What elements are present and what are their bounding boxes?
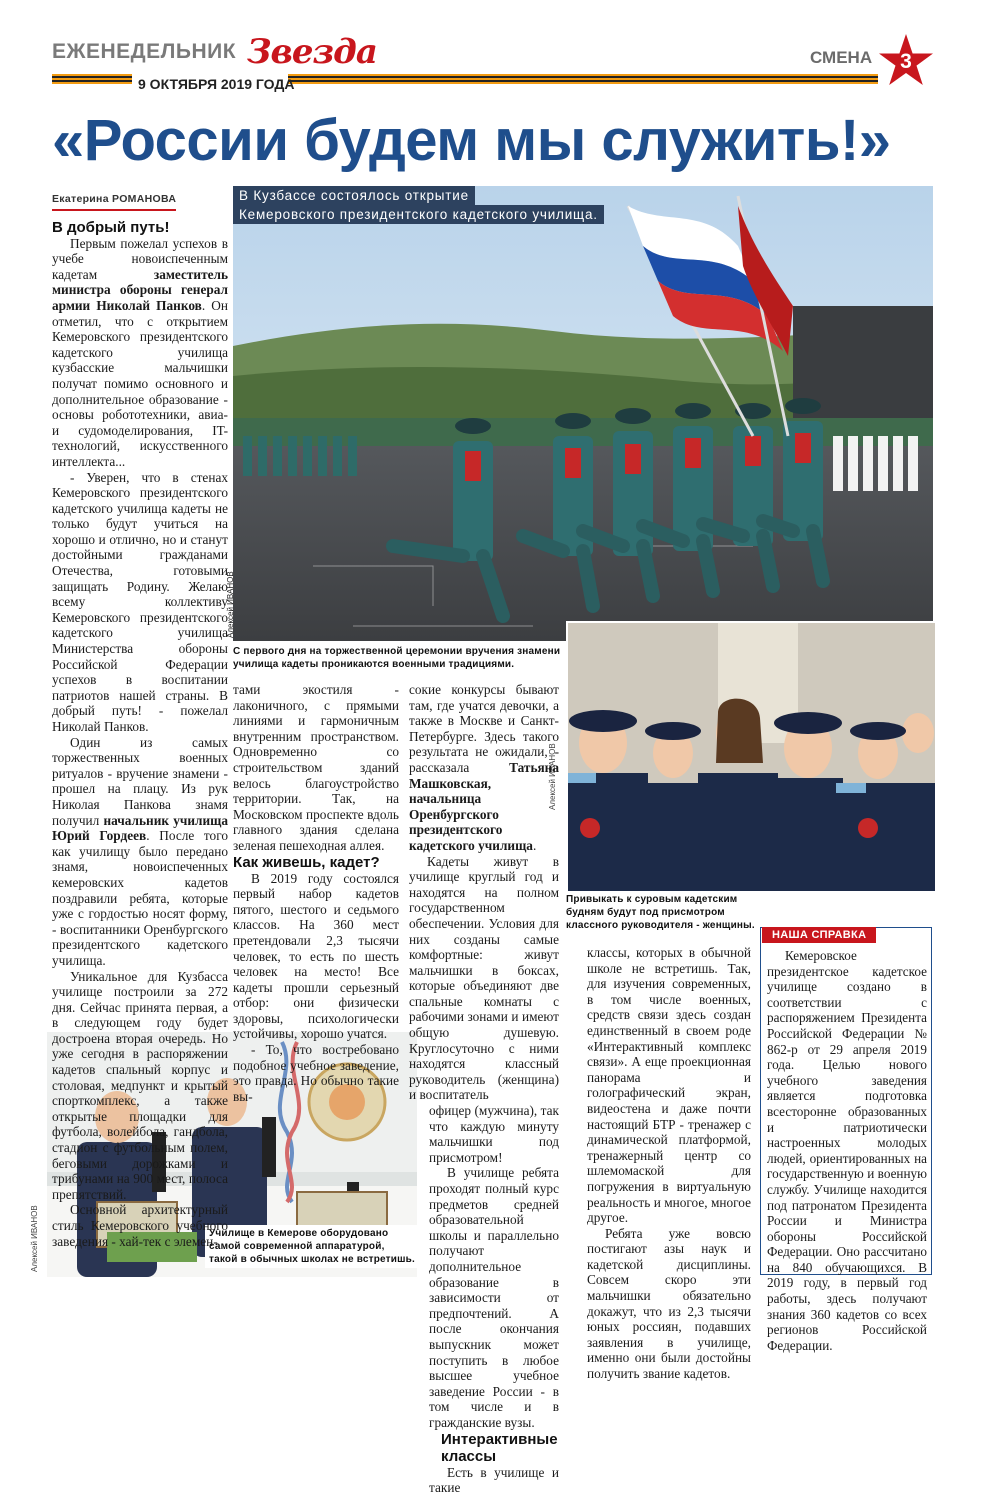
caption-hallway: Привыкать к суровым кадетским будням будут под присмотром классного руководителя - женщины. — [566, 894, 755, 931]
info-paragraph: Кемеровское президентское кадетское училище создано в соответствии с распоряжением Президента Российской Федерации № 862-р от 29 апреля 2019 года. Целью нового учебного заведения является подготовка всесторонне образованных и патриотически настроенных молодых людей, ориентированных на государственную и военную службу. Училище находится под патронатом Президента России и Министра обороны Российской Федерации. Оно рассчитано на 840 обучающихся. В 2019 году, в первый год работы, здесь получают знания 360 кадетов со всех регионов Российской Федерации. — [767, 948, 927, 1353]
paragraph: Ребята уже вовсю постигают азы наук и кадетской дисциплины. Совсем скоро эти мальчишки обязательно докажут, что из 2,3 тысячи юных россиян, подавших заявления в училище, именно они были достойны получить звание кадетов. — [587, 1225, 751, 1382]
lead-paragraph — [233, 186, 933, 224]
parade-photo — [233, 186, 933, 641]
st-george-ribbon-left — [52, 74, 132, 84]
page-number: 3 — [900, 50, 912, 73]
paragraph: В училище ребята проходят полный курс предметов средней образовательной школы и параллельно получают дополнительное образование в зависимости от предпочтений. А после окончания выпускник может поступить в любое высшее учебное заведение России - в том числе и в гражданские вузы. — [429, 1165, 559, 1430]
author-byline: Екатерина РОМАНОВА — [52, 192, 176, 211]
paragraph: Основной архитектурный стиль Кемеровского учебного заведения - хай-тек с элемен- — [52, 1202, 228, 1249]
paragraph: Уникальное для Кузбасса училище построили за 272 дня. Сейчас принята первая, а в следующем году будет достроена вторая очередь. Но уже сегодня в распоряжении кадетов спальный корпус и столовая, медпункт и крытый спорткомплекс, а также открытые площадки для футбола, волейбола, гандбола, стадион с футбольным полем, беговыми дорожками и трибунами на 900 мест, полоса препятствий. — [52, 968, 228, 1202]
photo-credit-main: Алексей ИВАНОВ — [226, 571, 235, 638]
lead-line-1: В Кузбассе состоялось открытие — [233, 186, 475, 205]
caption-parade: С первого дня на торжественной церемонии вручения знамени училища кадеты проникаются военными традициями. — [233, 646, 561, 670]
paragraph: Первым пожелал успехов в учебе новоиспеченным кадетам заместитель министра обороны генерал армии Николай Панков. Он отметил, что с открытием Кемеровского президентского кадетского училища кузбасские мальчишки получат помимо основного и дополнительное образование - основы робототехники, авиа- и судомоделирования, IT-технологий, искусственного интеллекта... — [52, 235, 228, 469]
brand-logo-zvezda: Звезда — [247, 32, 377, 72]
page-headline: «России будем мы служить!» — [52, 108, 891, 173]
brand-weekly: ЕЖЕНЕДЕЛЬНИК — [52, 40, 237, 63]
paragraph: Кадеты живут в училище круглый год и находятся на полном государственном обеспечении. Условия для них созданы самые комфортные: живут мальчишки в боксах, которые объединяют две спальные комнаты с рабочими зонами и имеют общую душевую. Круглосуточно с ними находятся классный руководитель (женщина) и воспитатель — [409, 853, 559, 1103]
paragraph: офицер (мужчина), так что каждую минуту мальчишки под присмотром! — [429, 1103, 559, 1165]
article-column-4 — [587, 945, 751, 1382]
subhead-interactive-classes: Интерактивные классы — [441, 1430, 558, 1465]
st-george-ribbon-right — [288, 74, 878, 84]
caption-lab: Училище в Кемерове оборудовано самой современной аппаратурой, такой в обычных школах не встретишь. — [205, 1225, 420, 1268]
article-column-1 — [52, 190, 228, 1249]
paragraph: - Уверен, что в стенах Кемеровского президентского кадетского училища кадеты не только будут учиться на хорошо и отлично, но и станут достойными гражданами Отечества, готовыми защищать Родину. Желаю всему коллективу Кемеровского президентского кадетского училища Министерства обороны Российской Федерации успехов в воспитании патриотов нашей страны. В добрый путь! - пожелал Николай Панков. — [52, 469, 228, 734]
photo-credit-lab: Алексей ИВАНОВ — [30, 1205, 39, 1272]
subhead-good-luck: В добрый путь! — [52, 218, 170, 236]
paragraph: тами экостиля - лаконичного, с прямыми линиями и гармоничным внутренним пространством. Одновременно со строительством зданий велось благоустройство территории. Так, на Московском проспекте вдоль главного здания сделана зеленая пешеходная аллея. — [233, 682, 399, 853]
paragraph: В 2019 году состоялся первый набор кадетов пятого, шестого и седьмого классов. На 360 мест претендовали 2,3 тысячи человек, то есть по шесть человек на место! Все кадеты прошли серьезный отбор: они физически здоровы, психологически устойчивы, хорошо учатся. — [233, 870, 399, 1042]
paragraph: Один из самых торжественных военных ритуалов - вручение знамени - прошел на плацу. Из рук Николая Панкова знамя получил начальник училища Юрий Гордеев. После того как училищу было передано знамя, новоиспеченных кемеровских кадетов поздравили ребята, которые уже с гордостью носят форму, - воспитанники Оренбургского президентского кадетского училища. — [52, 734, 228, 968]
photo-credit-hall: Алексей ИВАНОВ — [548, 743, 557, 810]
cadets-hallway-photo — [566, 621, 933, 889]
subhead-how-are-you-cadet: Как живешь, кадет? — [233, 853, 380, 871]
lead-line-2: Кемеровского президентского кадетского училища. — [233, 205, 604, 224]
article-column-3 — [409, 682, 559, 1496]
info-box-tag: НАША СПРАВКА — [762, 927, 876, 943]
masthead — [52, 32, 932, 98]
paragraph: сокие конкурсы бывают там, где учатся девочки, а также в Москве и Санкт-Петербурге. Здесь такого результата не ожидали, - рассказала Татьяна Машковская, начальница Оренбургского президентского кадетского училища. — [409, 682, 559, 853]
section-name: СМЕНА — [810, 48, 873, 67]
paragraph: классы, которых в обычной школе не встретишь. Так, для изучения современных, в том числе военных, средств связи здесь создан единственный в своем роде «Интерактивный комплекс связи». А еще проекционная панорама и голографический экран, видеостена и даже почти настоящий БТР - тренажер с динамической платформой, тренажерный центр со шлемомаской для погружения в виртуальную реальность и многое, многое другое. — [587, 945, 751, 1226]
paragraph: - То, что востребовано подобное учебное заведение, это правда. Но обычно такие вы- — [233, 1042, 399, 1104]
issue-date: 9 ОКТЯБРЯ 2019 ГОДА — [138, 76, 295, 92]
article-column-2 — [233, 682, 399, 1104]
paragraph: Есть в училище и такие — [429, 1464, 559, 1496]
info-box-text — [767, 948, 927, 1353]
